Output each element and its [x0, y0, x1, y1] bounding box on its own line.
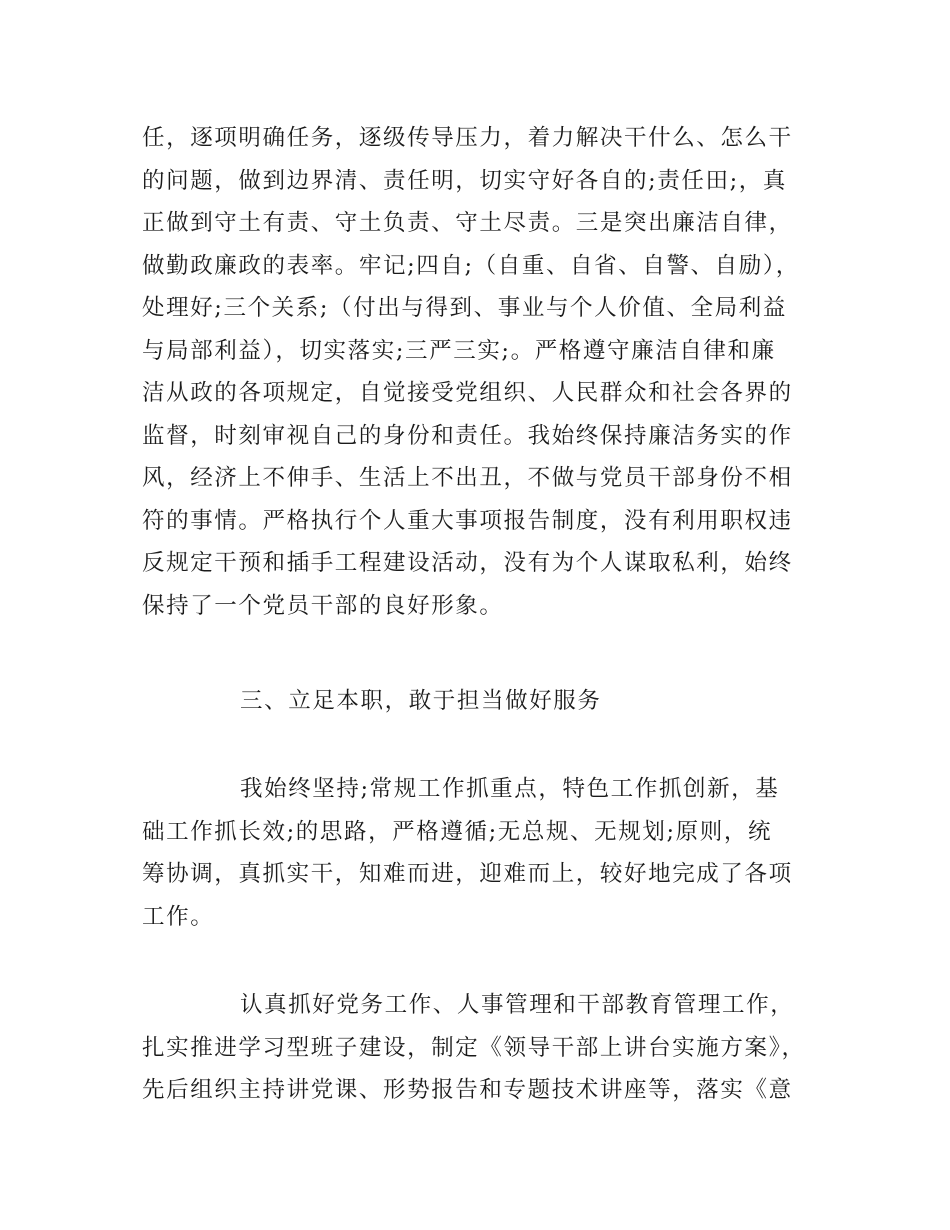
text-line: 础工作抓长效;的思路，严格遵循;无总规、无规划;原则，统 [142, 818, 773, 845]
text-line: 保持了一个党员干部的良好形象。 [142, 592, 504, 619]
body-paragraph [142, 117, 842, 627]
text-line: 符的事情。严格执行个人重大事项报告制度，没有利用职权违 [142, 507, 793, 534]
text-line: 扎实推进学习型班子建设，制定《领导干部上讲台实施方案》， [142, 1034, 806, 1061]
text-line: 正做到守土有责、守土负责、守土尽责。三是突出廉洁自律， [142, 210, 793, 236]
text-line: 洁从政的各项规定，自觉接受党组织、人民群众和社会各界的 [142, 380, 793, 406]
text-line: 监督，时刻审视自己的身份和责任。我始终保持廉洁务实的作 [142, 422, 793, 449]
text-line: 我始终坚持;常规工作抓重点，特色工作抓创新，基 [240, 776, 780, 802]
text-line: 与局部利益），切实落实;三严三实;。严格遵守廉洁自律和廉 [142, 337, 776, 364]
text-line: 的问题，做到边界清、责任明，切实守好各自的;责任田;，真 [142, 167, 787, 194]
text-line: 工作。 [142, 903, 215, 930]
text-line: 筹协调，真抓实干，知难而进，迎难而上，较好地完成了各项 [142, 861, 793, 887]
body-paragraph [142, 768, 842, 938]
text-line: 反规定干预和插手工程建设活动，没有为个人谋取私利，始终 [142, 550, 793, 576]
text-line: 任，逐项明确任务，逐级传导压力，着力解决干什么、怎么干 [142, 125, 793, 151]
section-heading [142, 680, 842, 723]
text-line: 先后组织主持讲党课、形势报告和专题技术讲座等，落实《意 [142, 1077, 793, 1103]
text-line: 风，经济上不伸手、生活上不出丑，不做与党员干部身份不相 [142, 465, 793, 491]
heading-text: 三、立足本职，敢于担当做好服务 [240, 688, 602, 714]
text-line: 做勤政廉政的表率。牢记;四自;（自重、自省、自警、自励）， [142, 252, 800, 279]
text-line: 认真抓好党务工作、人事管理和干部教育管理工作， [240, 992, 795, 1018]
text-line: 处理好;三个关系;（付出与得到、事业与个人价值、全局利益 [142, 295, 787, 321]
body-paragraph [142, 984, 842, 1112]
